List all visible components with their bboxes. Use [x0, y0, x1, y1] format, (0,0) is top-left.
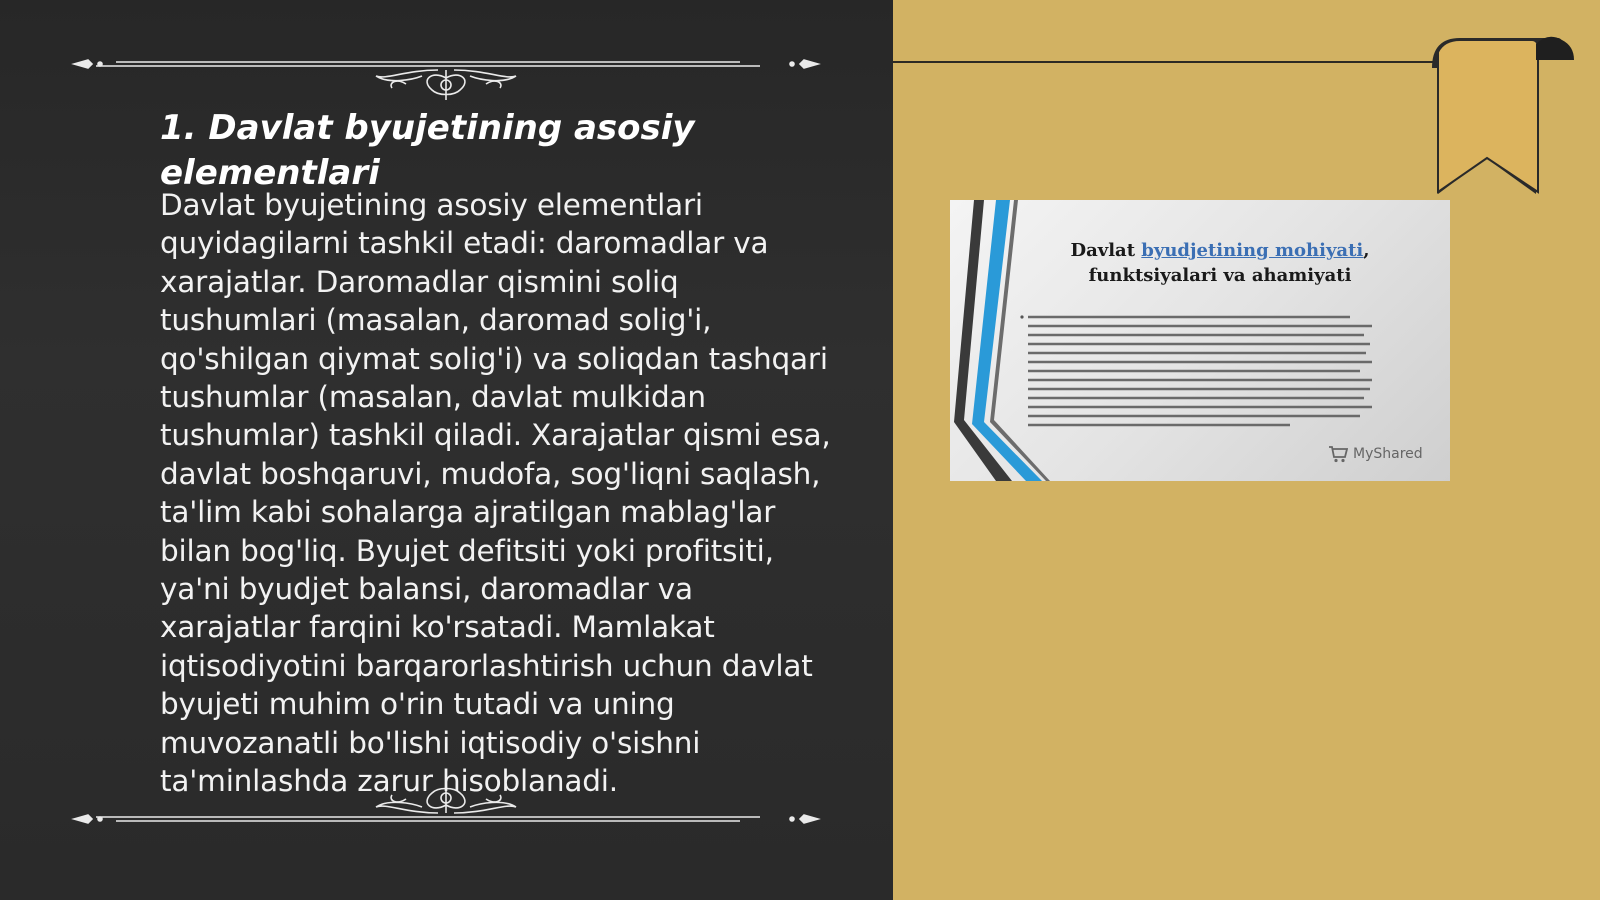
bookmark-ribbon-icon	[1430, 34, 1600, 204]
slide-title: 1. Davlat byujetining asosiy elementlari	[160, 108, 695, 193]
myshared-cart-icon	[1328, 445, 1348, 463]
thumb-title-suffix: , funktsiyalari va ahamiyati	[1088, 240, 1370, 286]
myshared-logo-text: MyShared	[1353, 446, 1423, 462]
myshared-logo	[1328, 444, 1423, 464]
thumb-title-link: byudjetining mohiyati	[1141, 240, 1364, 261]
slide-body-text: Davlat byujetining asosiy elementlari quyidagilarni tashkil etadi: daromadlar va xarajatlar. Daromadlar qismini soliq tushumlari (masalan, daromad solig'i, qo'shilgan qiymat solig'i) va soliqdan tashqari tushumlar (masalan, davlat mulkidan tushumlar) tashkil qiladi. Xarajatlar qismi esa, davlat boshqaruvi, mudofa, sog'liqni saqlash, ta'lim kabi sohalarga ajratilgan mablag'lar bilan bog'liq. Byujet defitsiti yoki profitsiti, ya'ni byudjet balansi, daromadlar va xarajatlar farqini ko'rsatadi. Mamlakat iqtisodiyotini barqarorlashtirish uchun davlat byujeti muhim o'rin tutadi va uning muvozanatli bo'lishi iqtisodiy o'sishni ta'minlashda zarur hisoblanadi.	[160, 188, 831, 799]
right-rule-line	[893, 61, 1453, 63]
embedded-slide-image	[950, 200, 1450, 481]
thumb-title	[1010, 238, 1430, 288]
top-ornament-icon	[66, 40, 826, 100]
thumb-blurred-text	[1020, 313, 1380, 433]
thumb-title-prefix: Davlat	[1070, 240, 1136, 261]
